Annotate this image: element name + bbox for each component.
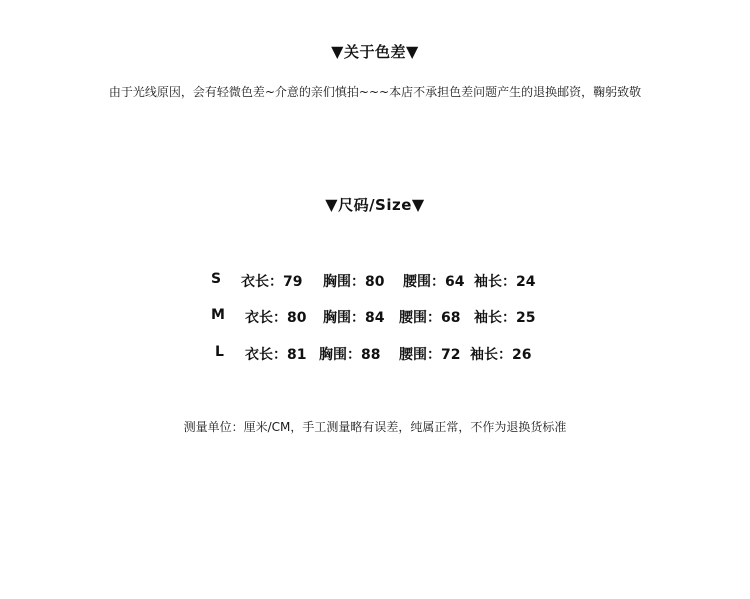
size-label: L — [215, 344, 224, 360]
length-value: 衣长：79 — [241, 274, 303, 290]
sleeve-value: 袖长：24 — [474, 274, 536, 290]
triangle-down-icon: ▼ — [331, 42, 344, 61]
waist-value: 腰围：72 — [399, 347, 461, 363]
size-label: M — [211, 307, 225, 323]
chest-value: 胸围：84 — [323, 310, 385, 326]
waist-value: 腰围：68 — [399, 310, 461, 326]
chest-value: 胸围：88 — [319, 347, 381, 363]
measurement-note: 测量单位：厘米/CM，手工测量略有误差，纯属正常，不作为退换货标准 — [183, 420, 567, 434]
waist-value: 腰围：64 — [403, 274, 465, 290]
color-difference-title: 关于色差 — [343, 43, 406, 61]
length-value: 衣长：81 — [245, 347, 307, 363]
triangle-down-icon: ▼ — [411, 195, 425, 214]
triangle-down-icon: ▼ — [325, 195, 339, 214]
color-difference-heading — [0, 41, 750, 62]
size-row — [0, 307, 750, 327]
size-heading — [0, 194, 750, 215]
color-difference-note: 由于光线原因，会有轻微色差~介意的亲们慎拍~~~本店不承担色差问题产生的退换邮资，鞠躬致敬 — [108, 85, 642, 99]
sleeve-value: 袖长：25 — [474, 310, 536, 326]
chest-value: 胸围：80 — [323, 274, 385, 290]
triangle-down-icon: ▼ — [406, 42, 419, 61]
length-value: 衣长：80 — [245, 310, 307, 326]
size-label: S — [211, 271, 222, 287]
size-row — [0, 344, 750, 364]
sleeve-value: 袖长：26 — [470, 347, 532, 363]
size-title: 尺码/Size — [338, 196, 412, 214]
size-row — [0, 271, 750, 291]
